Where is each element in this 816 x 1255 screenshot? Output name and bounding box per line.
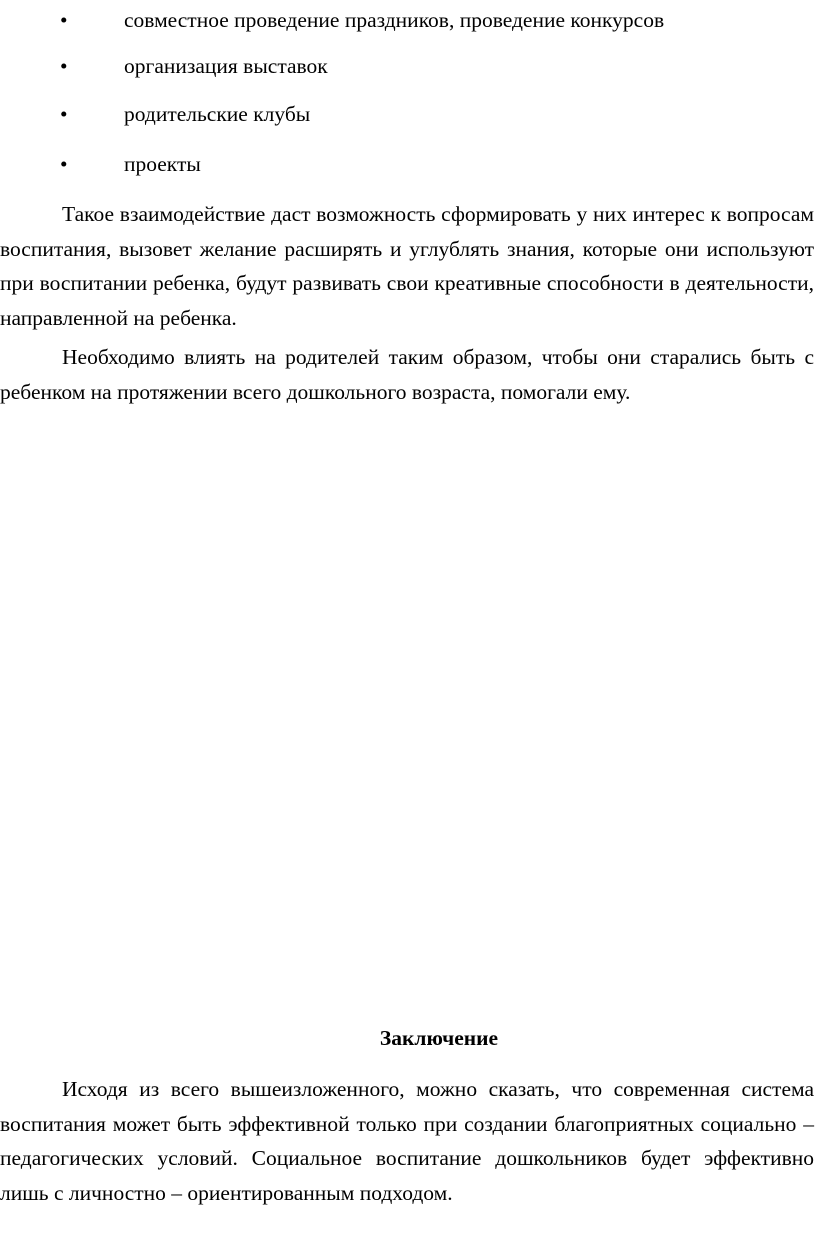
- paragraph-interaction: Такое взаимодействие даст возможность сформировать у них интерес к вопросам воспитания, вызовет желание расширять и углублять знания, которые они используют при воспитании ребенка, будут развивать свои креативные способности в деятельности, направленной на ребенка.: [0, 202, 814, 330]
- bullet-text: совместное проведение праздников, проведение конкурсов: [124, 8, 665, 32]
- list-item: [0, 49, 816, 83]
- bullet-mark: •: [60, 54, 68, 78]
- bullet-mark: •: [60, 8, 68, 32]
- paragraph-conclusion: Исходя из всего вышеизложенного, можно сказать, что современная система воспитания может быть эффективной только при создании благоприятных социально – педагогических условий. Социальное воспитание дошкольников будет эффективно лишь с личностно – ориентированным подходом.: [0, 1077, 814, 1205]
- bullet-mark: •: [60, 152, 68, 176]
- paragraph-influence: Необходимо влиять на родителей таким образом, чтобы они старались быть с ребенком на протяжении всего дошкольного возраста, помогали ему.: [0, 345, 814, 404]
- bullet-mark: •: [60, 102, 68, 126]
- bullet-text: родительские клубы: [124, 102, 311, 126]
- list-item: [0, 3, 816, 37]
- section-heading: Заключение: [379, 1026, 499, 1050]
- bullet-text: организация выставок: [124, 54, 328, 78]
- list-item: [0, 97, 816, 131]
- list-item: [0, 147, 816, 181]
- bullet-text: проекты: [124, 152, 201, 176]
